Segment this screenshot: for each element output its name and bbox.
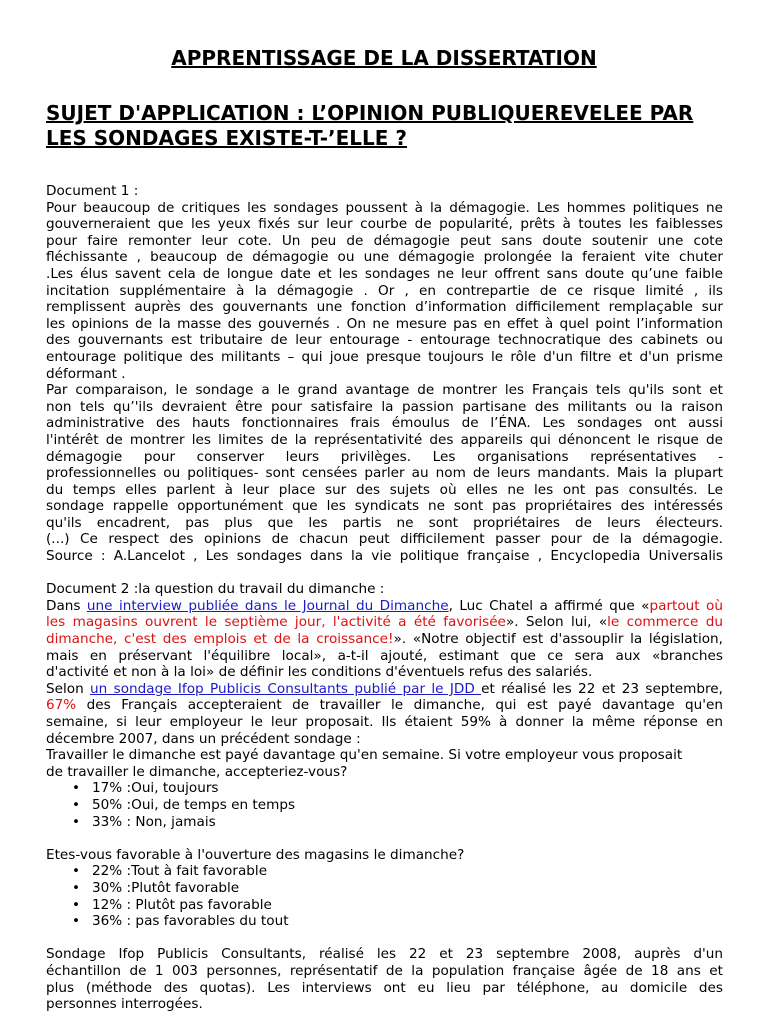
list-item: • 50% :Oui, de temps en temps bbox=[46, 797, 723, 814]
text-line: Sondage Ifop Publicis Consultants, réalisé les 22 et 23 septembre 2008, auprès d'un bbox=[46, 946, 723, 963]
text-line: d'activité et non à la loi» de définir les conditions d'éventuels refus des salariés. bbox=[46, 664, 593, 681]
document-2-paragraph-1 bbox=[46, 598, 723, 681]
spacer bbox=[46, 930, 723, 947]
text-line: incitation supplémentaire à la démagogie . Or , en contrepartie de ce risque limité , ils bbox=[46, 282, 723, 299]
text-line: les opinions de la masse des gouvernés . On ne mesure pas en effet à quel point l’information bbox=[46, 315, 723, 332]
page-title: APPRENTISSAGE DE LA DISSERTATION bbox=[171, 46, 597, 70]
list-item: • 12% : Plutôt pas favorable bbox=[46, 897, 723, 914]
text-line: (...) Ce respect des opinions de chacun peut difficilement passer pour de la démagogie. bbox=[46, 531, 723, 548]
list-item: • 36% : pas favorables du tout bbox=[46, 913, 723, 930]
list-item: • 17% :Oui, toujours bbox=[46, 780, 723, 797]
text-line: mais en préservant l'équilibre local», a-t-il ajouté, estimant que ce sera aux «branches bbox=[46, 647, 723, 664]
text-line bbox=[46, 697, 723, 714]
text-run: et réalisé les 22 et 23 septembre, bbox=[481, 680, 723, 697]
question-1-answers bbox=[46, 780, 723, 830]
text-run: des Français accepteraient de travailler le dimanche, qui est payé davantage qu'en bbox=[76, 697, 723, 714]
question-line: Travailler le dimanche est payé davantage qu'en semaine. Si votre employeur vous proposait bbox=[46, 747, 683, 764]
question-2-answers bbox=[46, 863, 723, 929]
interview-link[interactable]: une interview publiée dans le Journal du Dimanche bbox=[86, 597, 449, 614]
text-run: , Luc Chatel a affirmé que « bbox=[448, 597, 650, 614]
document-1-text bbox=[46, 200, 723, 565]
text-line: des gouvernants est tributaire de leur entourage - entourage technocratique des cabinets ou bbox=[46, 332, 723, 349]
text-line bbox=[46, 614, 723, 631]
text-line: qu'ils encadrent, pas plus que les partis ne sont propriétaires de leurs électeurs. bbox=[46, 514, 723, 531]
source-line: Source : A.Lancelot , Les sondages dans la vie politique française , Encyclopedia Universalis bbox=[46, 548, 723, 565]
text-line: démagogie pour conserver leurs privilèges. Les organisations représentatives - bbox=[46, 448, 723, 465]
survey-link[interactable]: un sondage Ifop Publicis Consultants publié par le JDD bbox=[90, 680, 482, 697]
question-2: Etes-vous favorable à l'ouverture des magasins le dimanche? bbox=[46, 846, 465, 863]
text-line: entourage politique des militants – qui joue presque toujours le rôle d'un filtre et d'un prisme bbox=[46, 348, 723, 365]
text-line: sondage rappelle opportunément que les syndicats ne sont pas propriétaires des intéressés bbox=[46, 498, 723, 515]
text-line: fléchissante , beaucoup de démagogie ou une démagogie prolongée la feraient vite chuter bbox=[46, 249, 723, 266]
text-line: non tels qu’'ils devraient être pour satisfaire la passion partisane des militants ou la raison bbox=[46, 398, 723, 415]
subject-heading bbox=[46, 101, 726, 151]
quote-text: partout où bbox=[649, 597, 723, 614]
document-1-label: Document 1 : bbox=[46, 183, 139, 199]
text-line: professionnelles ou politiques- sont censées parler au nom de leurs mandants. Mais la plupart bbox=[46, 465, 723, 482]
text-line: personnes interrogées. bbox=[46, 996, 203, 1013]
question-1 bbox=[46, 747, 723, 780]
text-line: gouverneraient que les yeux fixés sur leur courbe de popularité, prêts à toutes les faiblesses bbox=[46, 216, 723, 233]
list-item: • 33% : Non, jamais bbox=[46, 814, 723, 831]
text-line: .Les élus savent cela de longue date et les sondages ne leur offrent sans doute qu’une faible bbox=[46, 265, 723, 282]
subject-line-2: LES SONDAGES EXISTE-T-’ELLE ? bbox=[46, 126, 408, 150]
text-run: Selon bbox=[46, 680, 91, 697]
quote-text: le commerce du bbox=[607, 614, 723, 631]
text-run: ». Selon lui, « bbox=[505, 614, 608, 631]
text-line: semaine, si leur employeur le leur proposait. Ils étaient 59% à donner la même réponse en bbox=[46, 714, 723, 730]
subject-line-1: SUJET D'APPLICATION : L’OPINION PUBLIQUEREVELEE PAR bbox=[46, 101, 694, 125]
text-run: ». «Notre objectif est d'assouplir la législation, bbox=[393, 631, 723, 648]
quote-text: dimanche, c'est des emplois et de la croissance! bbox=[46, 631, 394, 648]
text-line: déformant . bbox=[46, 365, 126, 382]
text-line: du temps elles parlent à leur place sur des sujets où elles ne les ont pas consultés. Le bbox=[46, 481, 723, 498]
text-line: échantillon de 1 003 personnes, représentatif de la population française âgée de 18 ans et bbox=[46, 962, 723, 979]
percentage-highlight: 67% bbox=[46, 697, 77, 714]
text-line: Par comparaison, le sondage a le grand avantage de montrer les Français tels qu'ils sont et bbox=[46, 382, 723, 399]
text-line: Pour beaucoup de critiques les sondages poussent à la démagogie. Les hommes politiques ne bbox=[46, 199, 723, 216]
text-line bbox=[46, 631, 723, 648]
text-line: pour faire remonter leur cote. Un peu de démagogie peut sans doute soutenir une cote bbox=[46, 232, 723, 249]
document-2-label: Document 2 :la question du travail du dimanche : bbox=[46, 581, 385, 598]
text-line: l'intérêt de montrer les limites de la représentativité des appareils qui dénoncent le risque de bbox=[46, 431, 723, 448]
survey-methodology bbox=[46, 946, 723, 1012]
text-line: décembre 2007, dans un précédent sondage : bbox=[46, 730, 361, 747]
document-body bbox=[46, 183, 723, 1013]
text-line: remplissent auprès des gouvernants une fonction d’information difficilement remplaçable sur bbox=[46, 299, 723, 316]
text-line bbox=[46, 598, 723, 615]
quote-text: les magasins ouvrent le septième jour, l'activité a été favorisée bbox=[46, 614, 506, 631]
text-line: plus (méthode des quotas). Les interviews ont eu lieu par téléphone, au domicile des bbox=[46, 979, 723, 996]
text-line bbox=[46, 681, 723, 698]
text-run: Dans bbox=[46, 597, 87, 614]
document-2-paragraph-2 bbox=[46, 681, 723, 747]
list-item: • 30% :Plutôt favorable bbox=[46, 880, 723, 897]
spacer bbox=[46, 830, 723, 847]
list-item: • 22% :Tout à fait favorable bbox=[46, 863, 723, 880]
text-line: administrative des hauts fonctionnaires frais émoulus de l’ÉNA. Les sondages ont aussi bbox=[46, 415, 723, 432]
question-line: de travailler le dimanche, accepteriez-vous? bbox=[46, 763, 348, 780]
spacer bbox=[46, 565, 723, 582]
